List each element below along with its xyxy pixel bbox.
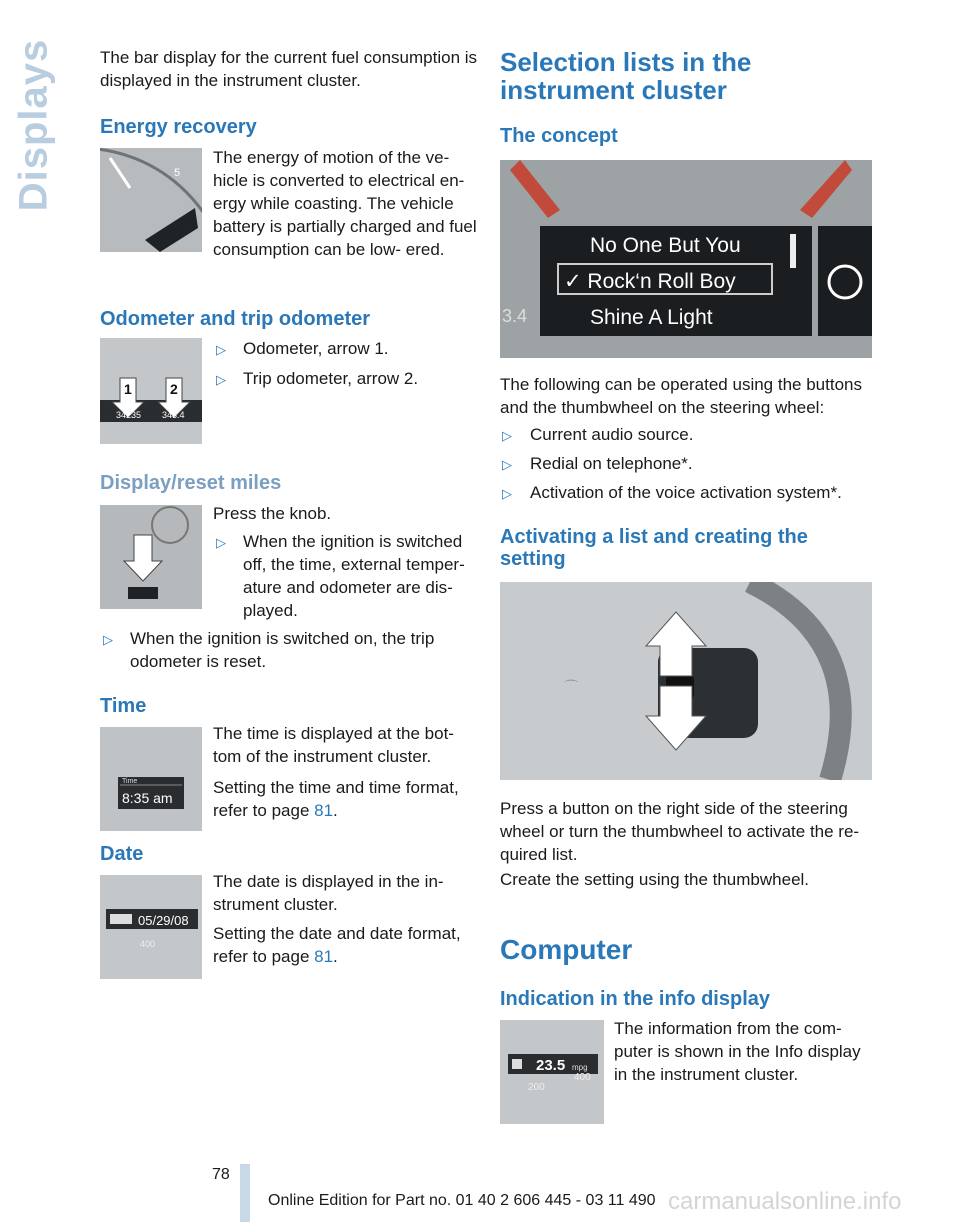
gauge-number: 3.4 <box>502 306 528 326</box>
activating-heading: Activating a list and creating the setting <box>500 526 808 570</box>
concept-text: The following can be operated using the buttons and the thumbwheel on the steering wheel: <box>500 375 862 417</box>
time-image <box>100 727 202 831</box>
tick-400: 400 <box>574 1072 591 1083</box>
bullet-icon: ▷ <box>502 457 512 472</box>
date-heading: Date <box>100 843 144 865</box>
edition-text: Online Edition for Part no. 01 40 2 606 445 - 03 11 490 <box>268 1192 656 1209</box>
computer-heading: Computer <box>500 934 633 965</box>
reset-image <box>100 505 202 609</box>
info-display-illustration <box>500 1020 604 1124</box>
bullet-icon: ▷ <box>502 428 512 443</box>
time-text-2-label: Setting the time and time format, refer to page <box>213 778 459 820</box>
steering-wheel-image <box>500 582 872 780</box>
consumption-value: 23.5 <box>536 1057 566 1074</box>
selection-list-image <box>500 160 872 358</box>
reset-heading: Display/reset miles <box>100 472 282 494</box>
bullet-icon: ▷ <box>502 486 512 501</box>
svg-text:5: 5 <box>174 167 181 179</box>
odometer-value: 34235 <box>116 410 142 420</box>
time-heading: Time <box>100 695 147 717</box>
list-item-1: No One But You <box>590 234 741 257</box>
page-number: 78 <box>212 1166 230 1183</box>
footer-bar <box>240 1164 250 1222</box>
time-value: 8:35 am <box>122 790 173 806</box>
bullet-icon: ▷ <box>216 372 226 387</box>
list-item-3: Shine A Light <box>590 306 713 329</box>
concept-item-1: Current audio source. <box>530 425 694 444</box>
side-tab <box>4 40 64 210</box>
odometer-image <box>100 338 202 444</box>
odometer-item-1: Odometer, arrow 1. <box>243 339 389 358</box>
list-item-2: ✓ Rock‘n Roll Boy <box>564 270 736 293</box>
reset-item-2: When the ignition is switched on, the trip odometer is reset. <box>130 629 435 671</box>
time-label: Time <box>122 778 138 785</box>
date-text-1: The date is displayed in the in- strument cluster. <box>213 872 444 914</box>
energy-recovery-image <box>100 148 202 252</box>
energy-text: The energy of motion of the ve- hicle is converted to electrical en- ergy while coasting. The vehicle battery is partially charged and fuel consumption can be low- ered. <box>213 148 477 259</box>
date-value: 05/29/08 <box>138 913 189 928</box>
fuel-icon <box>512 1059 522 1069</box>
concept-item-3: Activation of the voice activation system*. <box>530 483 842 502</box>
reset-intro: Press the knob. <box>213 504 332 523</box>
time-text-2: Setting the time and time format, refer to page 81. <box>213 778 459 820</box>
watermark: carmanualsonline.info <box>668 1188 902 1215</box>
activating-text-1: Press a button on the right side of the steering wheel or turn the thumbwheel to activate the re- quired list. <box>500 799 860 864</box>
bullet-icon: ▷ <box>216 535 226 550</box>
bullet-icon: ▷ <box>103 632 113 647</box>
odometer-item-2: Trip odometer, arrow 2. <box>243 369 419 388</box>
odometer-heading: Odometer and trip odometer <box>100 308 371 330</box>
activating-text-2: Create the setting using the thumbwheel. <box>500 870 810 889</box>
concept-heading: The concept <box>500 125 618 147</box>
section-title: Selection lists in the instrument cluster <box>500 47 752 105</box>
side-tab-label: Displays <box>11 38 56 212</box>
computer-image <box>500 1020 604 1124</box>
arrow-2-label: 2 <box>170 381 178 397</box>
reset-item-1: When the ignition is switched off, the time, external temper- ature and odometer are dis- played. <box>243 532 465 620</box>
intro-text: The bar display for the current fuel consumption is displayed in the instrument cluster. <box>100 48 478 90</box>
time-text-1: The time is displayed at the bot- tom of the instrument cluster. <box>213 724 454 766</box>
bullet-icon: ▷ <box>216 342 226 357</box>
arrow-1-label: 1 <box>124 381 132 397</box>
date-image <box>100 875 202 979</box>
gauge-illustration <box>100 148 202 252</box>
odometer-illustration <box>100 338 202 444</box>
energy-heading: Energy recovery <box>100 116 257 138</box>
date-tick: 400 <box>140 939 156 949</box>
date-text-2-label: Setting the date and date format, refer to page <box>213 924 461 966</box>
computer-text: The information from the com- puter is shown in the Info display in the instrument cluster. <box>614 1019 861 1084</box>
date-text-2: Setting the date and date format, refer to page 81. <box>213 924 461 966</box>
trip-value: 343.4 <box>162 410 185 420</box>
concept-item-2: Redial on telephone*. <box>530 454 693 473</box>
selection-list-illustration <box>500 160 872 358</box>
time-page-link[interactable]: 81 <box>314 801 334 820</box>
computer-subheading: Indication in the info display <box>500 988 771 1010</box>
date-display-illustration <box>100 875 202 979</box>
horn-icon: ⌒ <box>564 679 578 695</box>
time-display-illustration <box>100 727 202 831</box>
steering-wheel-illustration <box>500 582 872 780</box>
tick-200: 200 <box>528 1082 545 1093</box>
consumption-unit: mpg <box>572 1063 588 1072</box>
knob-illustration <box>100 505 202 609</box>
date-page-link[interactable]: 81 <box>314 947 334 966</box>
